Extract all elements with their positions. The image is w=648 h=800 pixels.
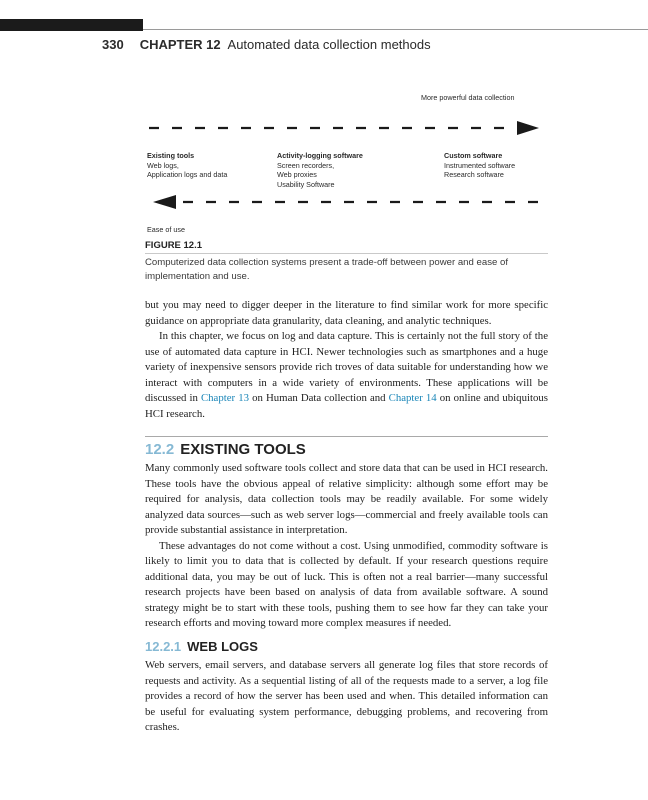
figure-label: FIGURE 12.1 xyxy=(145,240,203,251)
section-text xyxy=(145,461,548,632)
category-title: Existing tools xyxy=(147,151,195,160)
subsection-number: 12.2.1 xyxy=(145,639,182,654)
paragraph: Many commonly used software tools collect and store data that can be used in HCI research. These tools have the obvious appeal of relative simplicity: although some effort may be required for analysis, data collection tools may be readily available. For some widely analyzed data sources—such as web server logs—commercial and freely available tools can provide substantial assistance in interpretation. xyxy=(145,462,548,536)
chapter-13-link[interactable]: Chapter 13 xyxy=(200,392,250,404)
category-item: Usability Software xyxy=(277,179,335,189)
category-existing-tools xyxy=(147,151,227,180)
page-number: 330 xyxy=(102,37,124,52)
category-item: Web proxies xyxy=(277,170,317,180)
paragraph: These advantages do not come without a cost. Using unmodified, commodity software is likely to limit you to data that is collected by default. If your research questions require additional data, you may be out of luck. This is often not a real barrier—many successful research projects have been based on analysis of data from available software. A sound strategy might be to start with these tools, pushing them to see how far they can take your research efforts and moving toward more complex measures if needed. xyxy=(145,539,548,629)
category-title: Custom software xyxy=(444,151,503,160)
figure-12-1 xyxy=(145,90,548,240)
category-title: Activity-logging software xyxy=(277,151,363,160)
power-label: More powerful data collection xyxy=(421,93,515,102)
ease-label: Ease of use xyxy=(147,225,185,234)
figure-caption: Computerized data collection systems present a trade-off between power and ease of implementation and use. xyxy=(145,257,508,282)
section-title: EXISTING TOOLS xyxy=(180,441,306,458)
paragraph: In this chapter, we focus on log and data capture. This is certainly not the full story of the use of automated data capture in HCI. Newer technologies such as smartphones and a huge variety of inexpensive sensors provide rich troves of data suitable for understanding how we interact with computers in a wide variety of environments. These applications will be discussed in Chapter 13 on Human Data collection and Chapter 14 on online and ubiquitous HCI research. xyxy=(145,330,548,420)
paragraph: Web servers, email servers, and database servers all generate log files that store records of requests and activity. As a sequential listing of all of the requests made to a server, a log file provides a record of how the server has been used and when. This detailed information can be useful for evaluating system performance, debugging problems, and recovering from crashes. xyxy=(145,659,548,733)
intro-text xyxy=(145,298,548,422)
category-item: Instrumented software xyxy=(444,160,516,170)
section-number: 12.2 xyxy=(145,441,175,458)
chapter-14-link[interactable]: Chapter 14 xyxy=(388,392,437,404)
section-heading xyxy=(145,441,306,458)
category-activity-logging xyxy=(277,151,363,189)
running-header xyxy=(102,37,431,52)
figure-caption-rule xyxy=(145,253,548,254)
category-custom-software xyxy=(444,151,515,180)
paragraph: but you may need to digger deeper in the literature to find similar work for more specific guidance on appropriate data granularity, data cleaning, and analytic techniques. xyxy=(145,299,548,327)
category-item: Research software xyxy=(444,170,504,180)
section-rule xyxy=(145,436,548,437)
subsection-heading xyxy=(145,639,258,654)
header-rule xyxy=(143,29,648,30)
category-item: Application logs and data xyxy=(147,170,228,180)
ease-arrow-head xyxy=(153,195,176,209)
power-arrow-head xyxy=(517,121,539,135)
header-bar xyxy=(0,19,143,31)
category-item: Screen recorders, xyxy=(277,160,335,170)
subsection-text xyxy=(145,658,548,736)
category-item: Web logs, xyxy=(147,160,179,170)
chapter-title: Automated data collection methods xyxy=(227,37,431,52)
chapter-label: CHAPTER 12 xyxy=(139,37,221,52)
subsection-title: WEB LOGS xyxy=(187,639,258,654)
